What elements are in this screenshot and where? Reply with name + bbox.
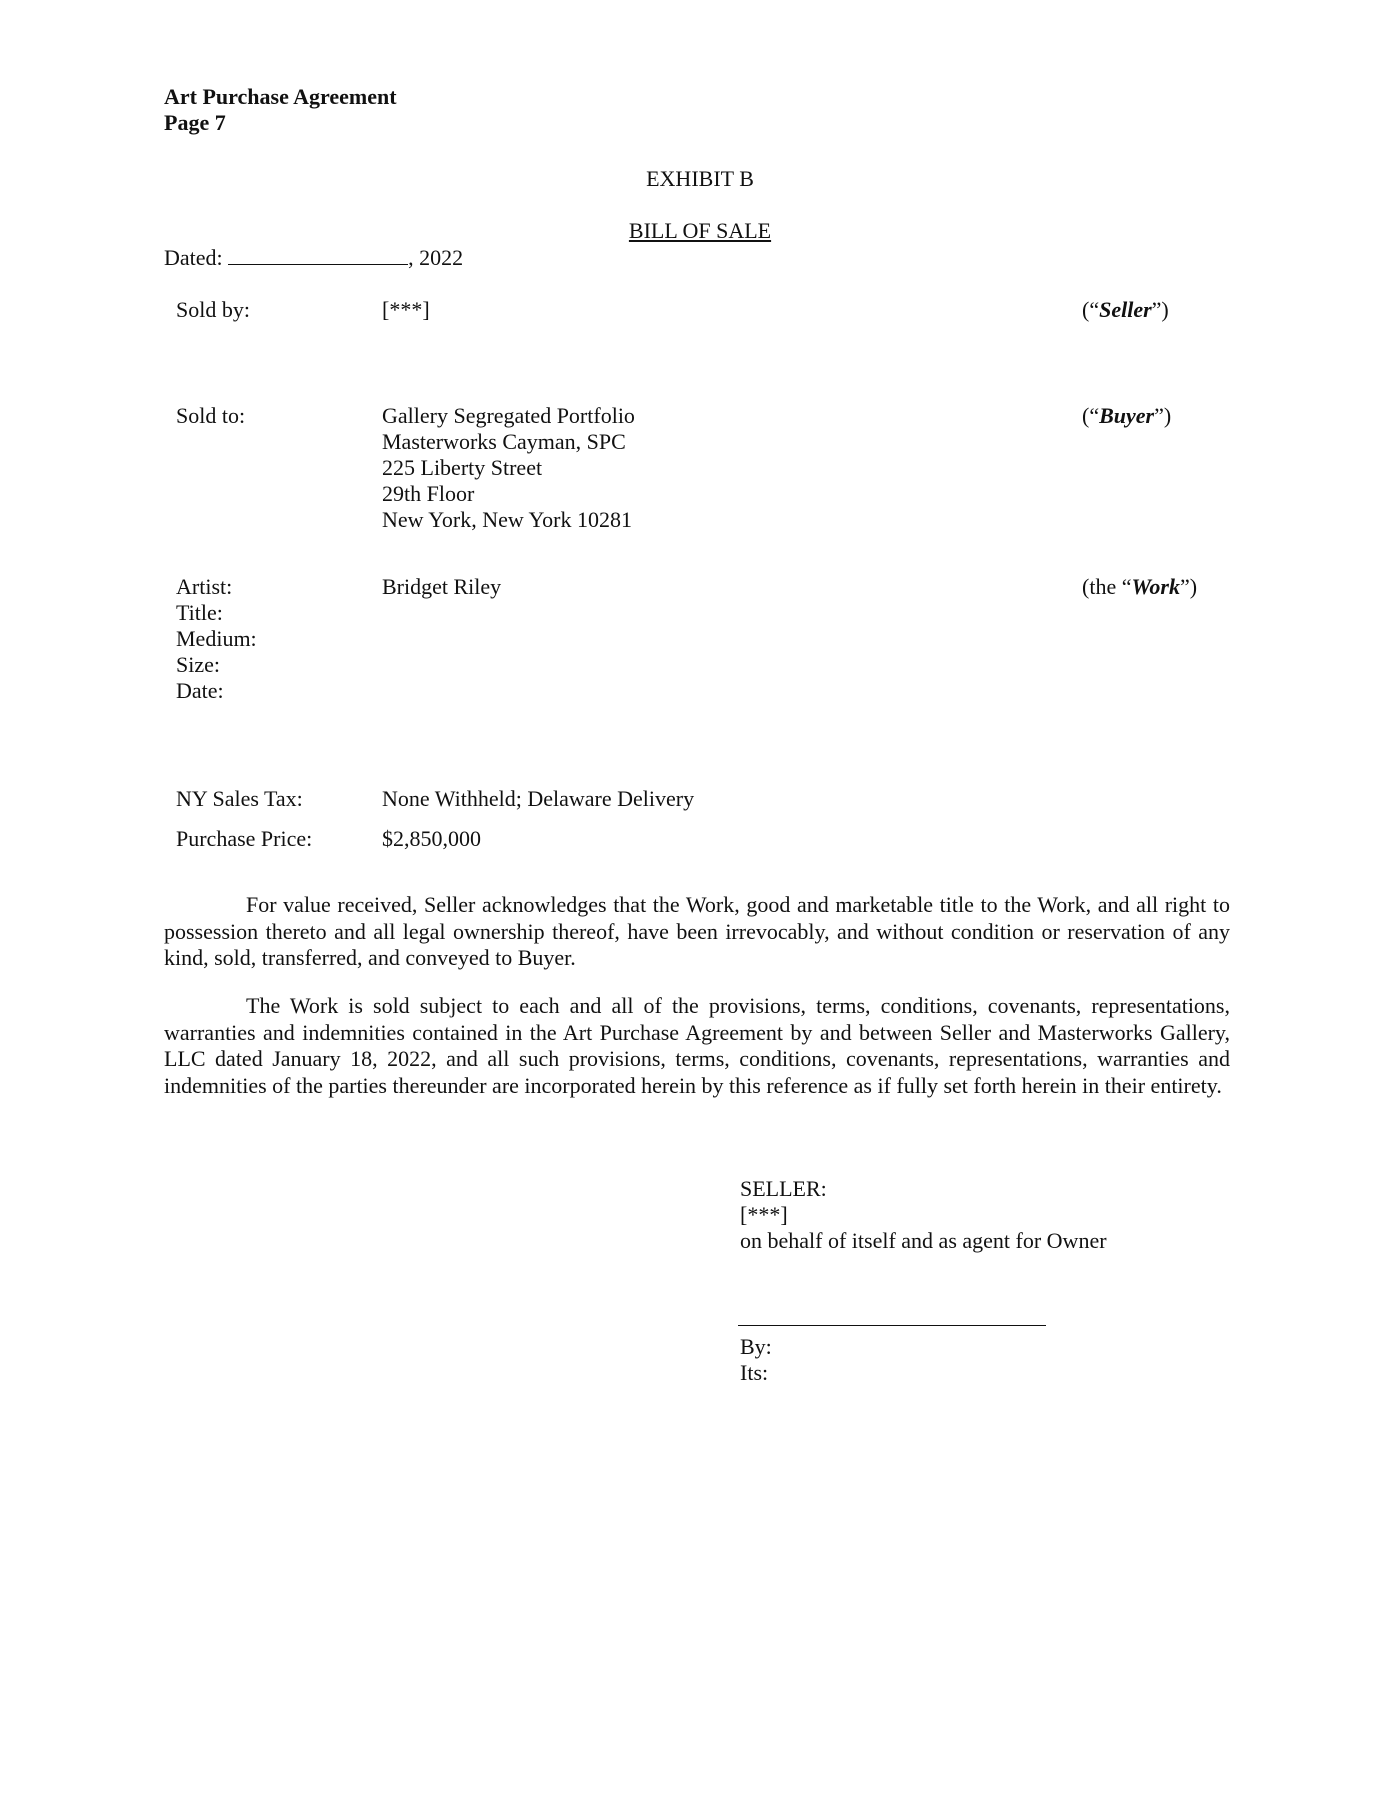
sold-by-label: Sold by:	[176, 297, 250, 322]
buyer-role	[1082, 403, 1171, 429]
acknowledgement-text: For value received, Seller acknowledges that the Work, good and marketable title to the Work, and all right to possession thereto and all legal ownership thereof, have been irrevocably, and without condition or reservation of any kind, sold, transferred, and conveyed to Buyer.	[164, 892, 1230, 970]
purchase-price-value: $2,850,000	[382, 826, 481, 851]
dated-label: Dated:	[164, 245, 223, 270]
work-label-title: Title:	[176, 600, 223, 625]
buyer-address-line: 225 Liberty Street	[382, 455, 543, 480]
page-number: Page 7	[164, 110, 226, 135]
document-title: Art Purchase Agreement	[164, 84, 397, 109]
artist-value: Bridget Riley	[382, 574, 502, 599]
seller-role-close: ”)	[1151, 297, 1169, 322]
sold-by-value: [***]	[382, 297, 430, 322]
buyer-address-line: 29th Floor	[382, 481, 475, 506]
bill-of-sale-title-text: BILL OF SALE	[628, 218, 772, 243]
seller-role-open: (“	[1082, 297, 1100, 322]
work-role	[1082, 574, 1197, 600]
dated-line	[164, 244, 463, 271]
sold-to-label: Sold to:	[176, 403, 246, 428]
work-label-size: Size:	[176, 652, 220, 677]
by-label: By:	[740, 1334, 772, 1359]
exhibit-heading: EXHIBIT B	[646, 166, 754, 191]
seller-name: [***]	[740, 1202, 788, 1227]
work-role-close: ”)	[1179, 574, 1198, 599]
signatory-fields	[740, 1334, 772, 1386]
buyer-address-line: Gallery Segregated Portfolio	[382, 403, 635, 428]
seller-role-term: Seller	[1099, 297, 1152, 322]
sales-tax-label: NY Sales Tax:	[176, 786, 303, 811]
work-label-medium: Medium:	[176, 626, 257, 651]
acknowledgement-paragraph	[164, 892, 1230, 972]
sales-tax-value: None Withheld; Delaware Delivery	[382, 786, 695, 811]
work-labels	[176, 574, 257, 704]
buyer-address-line: Masterworks Cayman, SPC	[382, 429, 626, 454]
signature-block	[740, 1176, 1107, 1254]
purchase-price-label: Purchase Price:	[176, 826, 313, 851]
work-label-date: Date:	[176, 678, 224, 703]
subject-to-paragraph	[164, 993, 1230, 1099]
work-role-open: (the “	[1082, 574, 1132, 599]
buyer-address	[382, 403, 635, 533]
buyer-role-open: (“	[1082, 403, 1100, 428]
bill-of-sale-title	[0, 218, 1400, 244]
work-label-artist: Artist:	[176, 574, 233, 599]
buyer-role-close: ”)	[1154, 403, 1172, 428]
buyer-address-line: New York, New York 10281	[382, 507, 632, 532]
subject-to-text: The Work is sold subject to each and all of the provisions, terms, conditions, covenants, representations, warranties and indemnities contained in the Art Purchase Agreement by and between Seller and Masterworks Gallery, LLC dated January 18, 2022, and all such provisions, terms, conditions, covenants, representations, warranties and indemnities of the parties thereunder are incorporated herein by this reference as if fully set forth herein in their entirety.	[164, 993, 1230, 1098]
dated-year: , 2022	[408, 245, 464, 270]
signature-line	[738, 1325, 1046, 1326]
its-label: Its:	[740, 1360, 769, 1385]
seller-capacity: on behalf of itself and as agent for Owner	[740, 1228, 1107, 1253]
work-role-term: Work	[1131, 574, 1180, 599]
seller-role	[1082, 297, 1169, 323]
seller-heading: SELLER:	[740, 1176, 827, 1201]
date-blank	[228, 244, 408, 265]
buyer-role-term: Buyer	[1099, 403, 1155, 428]
